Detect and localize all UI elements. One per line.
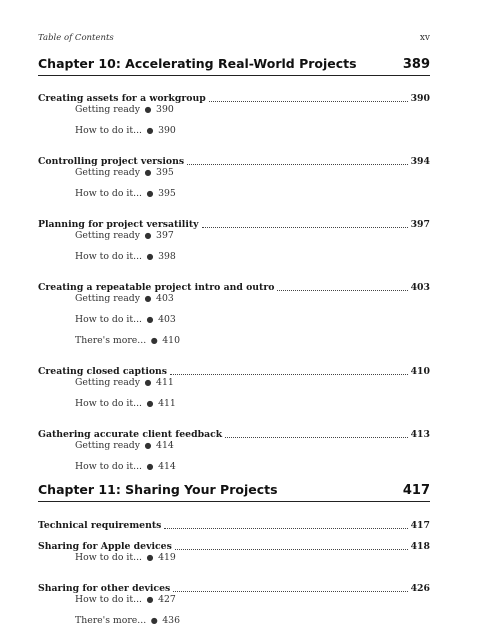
subsection-title: How to do it...	[75, 125, 142, 136]
subsection-title: How to do it...	[75, 552, 142, 563]
subsection-page-number: 398	[158, 251, 176, 262]
subsection-page-number: 427	[158, 594, 176, 605]
toc-subsection-entry[interactable]	[38, 104, 430, 125]
toc-subsection-entry[interactable]	[38, 377, 430, 398]
toc-section-entry[interactable]	[38, 146, 430, 167]
section-page-number: 403	[410, 282, 430, 293]
section-title: Creating closed captions	[38, 366, 168, 377]
toc-subsection-entry[interactable]	[38, 230, 430, 251]
section-title: Creating assets for a workgroup	[38, 93, 206, 104]
section-title: Technical requirements	[38, 520, 162, 531]
section-page-number: 413	[410, 429, 430, 440]
toc-subsection-entry[interactable]	[38, 293, 430, 314]
chapter-page-number: 389	[402, 57, 430, 72]
subsection-page-number: 419	[158, 552, 176, 563]
dot-leader	[225, 437, 407, 438]
subsection-title: There's more...	[75, 615, 147, 626]
subsection-page-number: 411	[156, 377, 174, 388]
dot-leader	[209, 101, 408, 102]
toc-section-entry[interactable]	[38, 272, 430, 293]
chapter-heading[interactable]	[38, 482, 430, 502]
chapter-entries	[38, 83, 430, 482]
subsection-title: How to do it...	[75, 398, 142, 409]
section-page-number: 418	[410, 541, 430, 552]
dot-leader	[164, 528, 407, 529]
bullet-icon: ●	[144, 315, 157, 324]
toc-subsection-entry[interactable]	[38, 615, 430, 636]
bullet-icon: ●	[144, 189, 157, 198]
section-title: Creating a repeatable project intro and outro	[38, 282, 275, 293]
subsection-page-number: 414	[156, 440, 174, 451]
subsection-title: There's more...	[75, 335, 147, 346]
chapter-page-number: 417	[402, 483, 430, 498]
section-page-number: 426	[410, 583, 430, 594]
subsection-title: Getting ready	[75, 167, 140, 178]
section-page-number: 394	[410, 156, 430, 167]
subsection-page-number: 414	[158, 461, 176, 472]
subsection-title: How to do it...	[75, 251, 142, 262]
section-title: Sharing for other devices	[38, 583, 171, 594]
toc-subsection-entry[interactable]	[38, 335, 430, 356]
chapter-heading[interactable]	[38, 56, 430, 76]
bullet-icon: ●	[141, 168, 155, 177]
toc-subsection-entry[interactable]	[38, 398, 430, 419]
subsection-title: How to do it...	[75, 594, 142, 605]
toc-subsection-entry[interactable]	[38, 125, 430, 146]
running-header-title: Table of Contents	[38, 33, 114, 43]
section-title: Planning for project versatility	[38, 219, 199, 230]
toc-subsection-entry[interactable]	[38, 440, 430, 461]
chapter-title: Chapter 10: Accelerating Real-World Projects	[38, 56, 357, 71]
toc-subsection-entry[interactable]	[38, 167, 430, 188]
section-page-number: 390	[410, 93, 430, 104]
dot-leader	[202, 227, 408, 228]
dot-leader	[187, 164, 407, 165]
roman-page-number: xv	[419, 33, 430, 43]
section-page-number: 417	[410, 520, 430, 531]
subsection-page-number: 411	[158, 398, 176, 409]
dot-leader	[277, 290, 407, 291]
subsection-page-number: 403	[156, 293, 174, 304]
toc-section-entry[interactable]	[38, 531, 430, 552]
subsection-title: How to do it...	[75, 314, 142, 325]
subsection-page-number: 436	[162, 615, 180, 626]
bullet-icon: ●	[148, 336, 161, 345]
subsection-page-number: 403	[158, 314, 176, 325]
toc-subsection-entry[interactable]	[38, 594, 430, 615]
toc-subsection-entry[interactable]	[38, 188, 430, 209]
section-page-number: 410	[410, 366, 430, 377]
subsection-title: Getting ready	[75, 293, 140, 304]
bullet-icon: ●	[141, 231, 155, 240]
toc-subsection-entry[interactable]	[38, 251, 430, 272]
subsection-page-number: 410	[162, 335, 180, 346]
subsection-page-number: 390	[156, 104, 174, 115]
dot-leader	[170, 374, 408, 375]
bullet-icon: ●	[141, 105, 155, 114]
toc-subsection-entry[interactable]	[38, 461, 430, 482]
subsection-title: Getting ready	[75, 377, 140, 388]
section-title: Gathering accurate client feedback	[38, 429, 223, 440]
chapter-title: Chapter 11: Sharing Your Projects	[38, 482, 278, 497]
subsection-page-number: 397	[156, 230, 174, 241]
subsection-page-number: 395	[158, 188, 176, 199]
bullet-icon: ●	[144, 126, 157, 135]
bullet-icon: ●	[144, 462, 157, 471]
subsection-title: How to do it...	[75, 461, 142, 472]
bullet-icon: ●	[144, 595, 157, 604]
section-title: Controlling project versions	[38, 156, 185, 167]
toc-section-entry[interactable]	[38, 83, 430, 104]
bullet-icon: ●	[141, 441, 155, 450]
bullet-icon: ●	[141, 378, 155, 387]
running-header	[38, 33, 430, 43]
subsection-title: Getting ready	[75, 440, 140, 451]
toc-subsection-entry[interactable]	[38, 552, 430, 573]
toc-section-entry[interactable]	[38, 573, 430, 594]
toc-section-entry[interactable]	[38, 510, 430, 531]
bullet-icon: ●	[141, 294, 155, 303]
subsection-page-number: 390	[158, 125, 176, 136]
toc-subsection-entry[interactable]	[38, 314, 430, 335]
dot-leader	[175, 549, 408, 550]
toc-section-entry[interactable]	[38, 356, 430, 377]
bullet-icon: ●	[144, 252, 157, 261]
subsection-title: Getting ready	[75, 104, 140, 115]
section-title: Sharing for Apple devices	[38, 541, 172, 552]
section-page-number: 397	[410, 219, 430, 230]
bullet-icon: ●	[144, 399, 157, 408]
chapter-entries	[38, 510, 430, 636]
subsection-page-number: 395	[156, 167, 174, 178]
toc-section-entry[interactable]	[38, 209, 430, 230]
subsection-title: How to do it...	[75, 188, 142, 199]
subsection-title: Getting ready	[75, 230, 140, 241]
toc-section-entry[interactable]	[38, 419, 430, 440]
bullet-icon: ●	[148, 616, 161, 625]
bullet-icon: ●	[144, 553, 157, 562]
dot-leader	[173, 591, 407, 592]
